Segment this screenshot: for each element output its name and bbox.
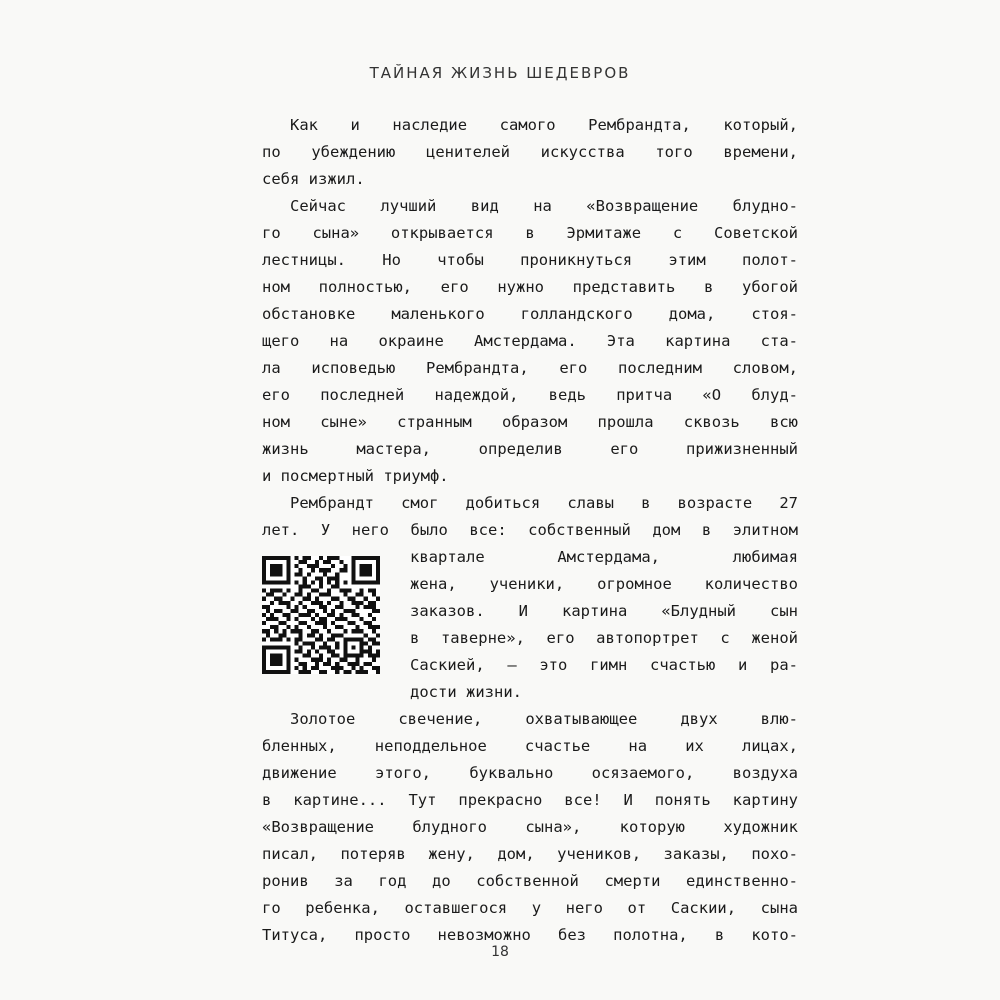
- text-line: лет. У него было все: собственный дом в элитном: [262, 521, 798, 539]
- running-head: ТАЙНАЯ ЖИЗНЬ ШЕДЕВРОВ: [369, 64, 631, 82]
- text-line: в картине... Тут прекрасно все! И понять картину: [262, 791, 798, 809]
- text-line: писал, потеряв жену, дом, учеников, заказы, похо-: [262, 845, 798, 863]
- text-line: Золотое свечение, охватывающее двух влю-: [290, 710, 798, 728]
- text-line: Титуса, просто невозможно без полотна, в кото-: [262, 926, 798, 944]
- text-line: щего на окраине Амстердама. Эта картина ста-: [262, 332, 798, 350]
- text-line: го сына» открывается в Эрмитаже с Советской: [262, 224, 798, 242]
- text-line: Саскией, — это гимн счастью и ра-: [410, 656, 798, 674]
- text-line: ла исповедью Рембрандта, его последним словом,: [262, 359, 798, 377]
- text-line: жена, ученики, огромное количество: [410, 575, 798, 593]
- text-line: его последней надеждой, ведь притча «О блуд-: [262, 386, 798, 404]
- text-line: Рембрандт смог добиться славы в возрасте 27: [290, 494, 798, 512]
- text-line: квартале Амстердама, любимая: [410, 548, 798, 566]
- text-line: жизнь мастера, определив его прижизненный: [262, 440, 798, 458]
- text-line: го ребенка, оставшегося у него от Саскии, сына: [262, 899, 798, 917]
- text-line: Сейчас лучший вид на «Возвращение блудно-: [290, 197, 798, 215]
- text-line: в таверне», его автопортрет с женой: [410, 629, 798, 647]
- text-line: обстановке маленького голландского дома, стоя-: [262, 305, 798, 323]
- qr-code[interactable]: [262, 556, 380, 674]
- text-line: ном сыне» странным образом прошла сквозь всю: [262, 413, 798, 431]
- text-line: ронив за год до собственной смерти единственно-: [262, 872, 798, 890]
- text-line: ном полностью, его нужно представить в убогой: [262, 278, 798, 296]
- text-line: лестницы. Но чтобы проникнуться этим полот-: [262, 251, 798, 269]
- text-line: и посмертный триумф.: [262, 467, 449, 485]
- text-line: «Возвращение блудного сына», которую художник: [262, 818, 798, 836]
- text-line: заказов. И картина «Блудный сын: [410, 602, 798, 620]
- page-number: 18: [491, 944, 509, 960]
- text-line: Как и наследие самого Рембрандта, который,: [290, 116, 798, 134]
- text-line: движение этого, буквально осязаемого, воздуха: [262, 764, 798, 782]
- text-line: по убеждению ценителей искусства того времени,: [262, 143, 798, 161]
- text-line: дости жизни.: [410, 683, 522, 701]
- text-line: себя изжил.: [262, 170, 365, 188]
- text-line: бленных, неподдельное счастье на их лицах,: [262, 737, 798, 755]
